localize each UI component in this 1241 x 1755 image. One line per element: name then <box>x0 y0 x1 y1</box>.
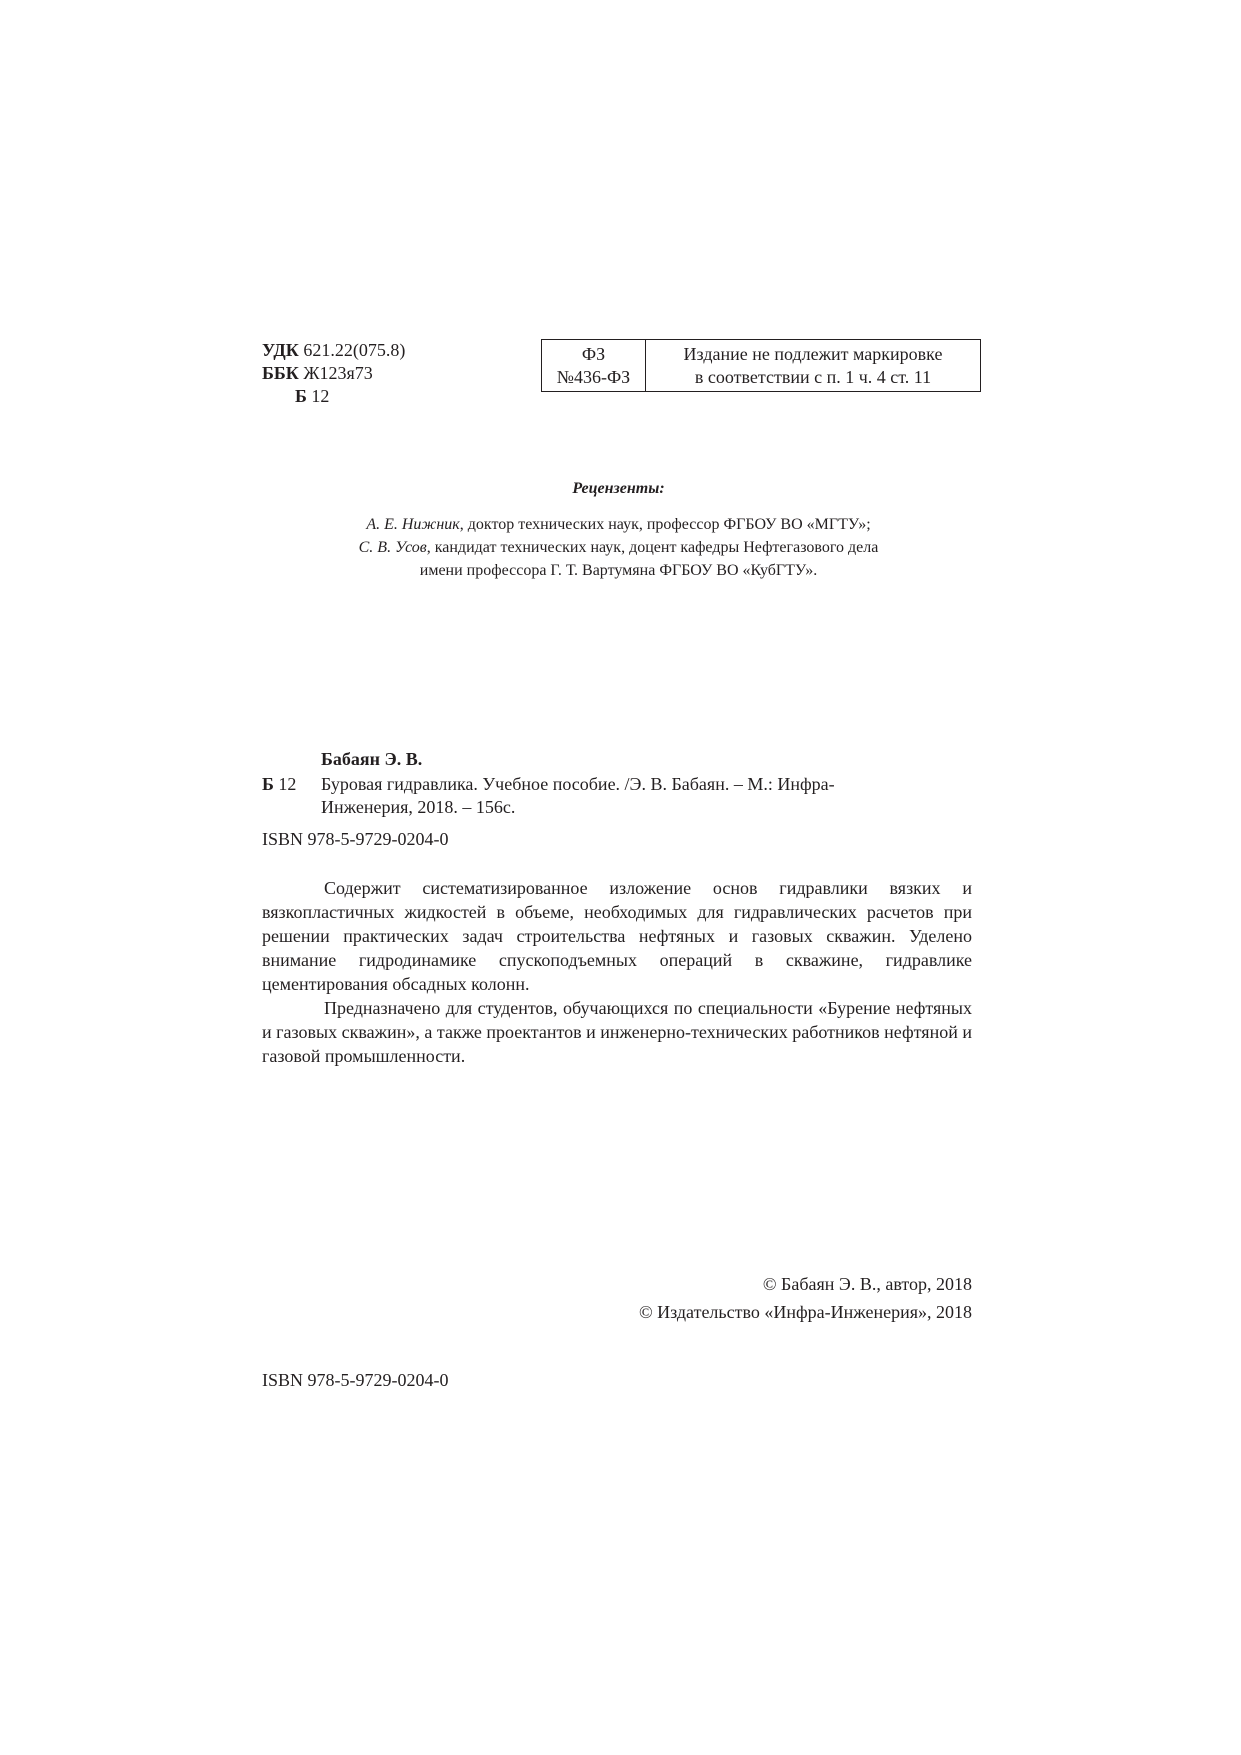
bib-description <box>321 773 911 819</box>
annotation-paragraph-2: Предназначено для студентов, обучающихся по специальности «Бурение нефтяных и газовых скважин», а также проектантов и инженерно-технических работников нефтяной и газовой промышленности. <box>262 998 972 1066</box>
copyright-author: © Бабаян Э. В., автор, 2018 <box>762 1274 972 1294</box>
bib-index <box>262 773 296 796</box>
reviewer-2-continuation: имени профессора Г. Т. Вартумяна ФГБОУ ВО «КубГТУ». <box>419 562 818 579</box>
marking-law-short: ФЗ <box>581 344 606 364</box>
bib-index-value: 12 <box>278 774 297 794</box>
reviewer-2-name: С. В. Усов <box>358 539 427 556</box>
marking-note-cell <box>646 340 980 391</box>
reviewer-2 <box>262 536 975 559</box>
reviewer-1-details: , доктор технических наук, профессор ФГБОУ ВО «МГТУ»; <box>459 516 871 533</box>
marking-law-cell <box>542 340 646 391</box>
bib-description-line2: Инженерия, 2018. – 156с. <box>321 797 516 817</box>
reviewer-1-name: А. Е. Нижник <box>366 516 460 533</box>
bib-index-label: Б <box>262 774 274 794</box>
udk-value: 621.22(075.8) <box>303 340 406 360</box>
annotation <box>262 876 972 1068</box>
bbk-value: Ж123я73 <box>303 363 373 383</box>
marking-note-line2: в соответствии с п. 1 ч. 4 ст. 11 <box>694 367 932 387</box>
reviewer-1 <box>262 513 975 536</box>
copyright-block <box>560 1270 972 1326</box>
reviewers-heading: Рецензенты: <box>572 480 665 497</box>
udk-label: УДК <box>262 340 299 360</box>
annotation-paragraph-1: Содержит систематизированное изложение основ гидравлики вязких и вязкопластичных жидкостей в объеме, необходимых для гидравлических расчетов при решении практических задач строительства нефтяных и газовых скважин. Уделено внимание гидродинамике спускоподъемных операций в скважине, гидравлике цементирования обсадных колонн. <box>262 878 972 994</box>
bbk-label: ББК <box>262 363 299 383</box>
udk-line <box>262 339 502 362</box>
marking-box <box>541 339 981 392</box>
marking-law-number: №436-ФЗ <box>556 367 631 387</box>
bib-description-line1: Буровая гидравлика. Учебное пособие. /Э. В. Бабаян. – М.: Инфра- <box>321 774 835 794</box>
author-index-label: Б <box>295 386 307 406</box>
copyright-publisher: © Издательство «Инфра-Инженерия», 2018 <box>638 1302 972 1322</box>
bib-author: Бабаян Э. В. <box>321 749 423 769</box>
author-index-line <box>262 385 502 408</box>
classification-block <box>262 339 502 408</box>
author-index-value: 12 <box>311 386 330 406</box>
isbn-record: ISBN 978-5-9729-0204-0 <box>262 829 449 849</box>
isbn-bottom: ISBN 978-5-9729-0204-0 <box>262 1370 449 1390</box>
bbk-line <box>262 362 502 385</box>
reviewer-2-details: , кандидат технических наук, доцент кафедры Нефтегазового дела <box>426 539 879 556</box>
marking-note-line1: Издание не подлежит маркировке <box>683 344 943 364</box>
reviewers-list <box>262 513 975 582</box>
